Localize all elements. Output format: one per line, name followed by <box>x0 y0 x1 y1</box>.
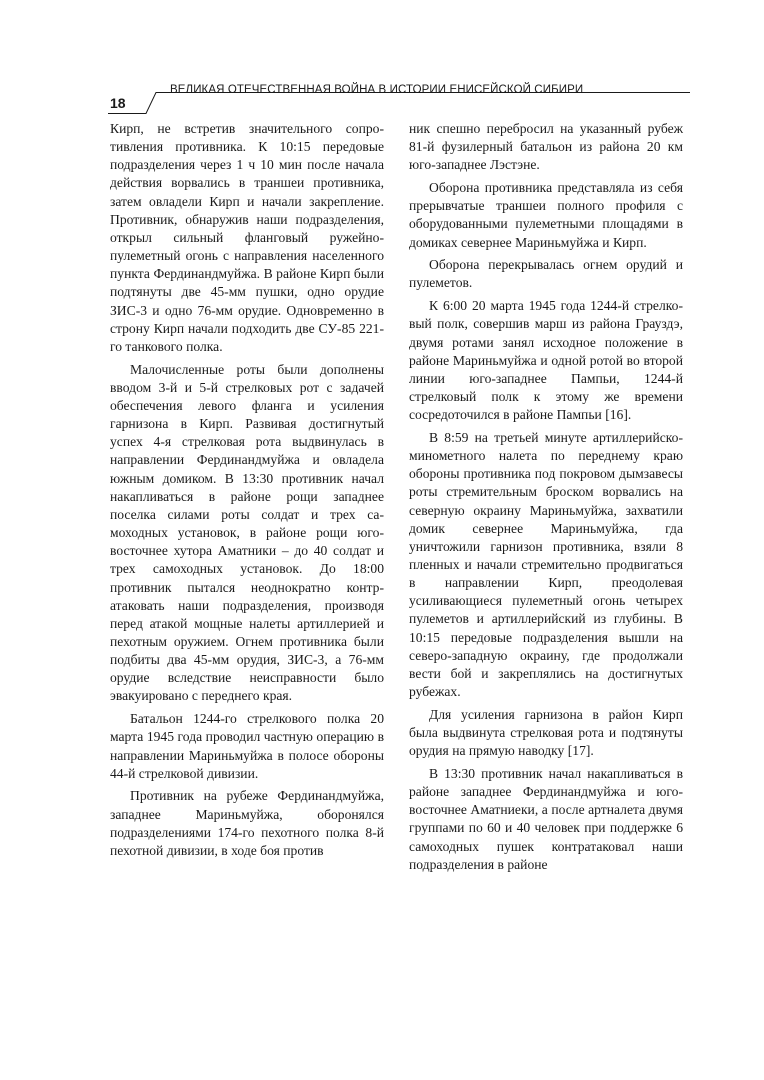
paragraph: Оборона перекрывалась огнем орудий и пулеметов. <box>409 257 683 291</box>
right-column <box>409 120 683 874</box>
paragraph: В 8:59 на третьей минуте артиллерийско-минометного налета по переднему краю обороны противника под покровом дымзавесы роты стремительным броском ворвались на северную окраину Мариньмуйжа, захватили домик севернее Мариньмуйжа, гда уничтожили гарнизон противника, взяли 8 пленных и начали стремительно продвигаться в направлении Кирп, преодолевая усиливающиеся пулеметный огонь четырех пулеметов и артиллерийский из глубины. В 10:15 передовые подразделения вышли на северо-западную окраину, где продолжали вести бой и закреплялись на достигнутых рубежах. <box>409 429 683 700</box>
paragraph: В 13:30 противник начал накапливаться в районе западнее Фердинандмуйжа и юго-восточнее Аматниеки, а после артналета двумя группами по 60 и 40 человек при поддержке 6 самоходных пушек контратаковал наши подразделения в районе <box>409 765 683 872</box>
paragraph: Малочисленные роты были дополнены вводом 3-й и 5-й стрелковых рот с задачей обеспечения левого фланга и усиления гарнизона в Кирп. Развивая достигнутый успех 4-я стрелковая рота выдвинулась в направлении Фердинандмуйжа и овладела южным домиком. В 13:30 противник начал накапливаться в районе рощи западнее поселка силами роты солдат и трех самоходных установок, в районе рощи юго-восточнее хутора Аматники – до 40 солдат и трех самоходных установок. До 18:00 противник пытался неоднократно контратаковать наши подразделения, производя перед атакой мощные налеты артиллерией и пехотным оружием. Огнем противника были подбиты два 45-мм орудия, ЗИС-3, а 76-мм орудие вследствие неисправности было эвакуировано с переднего края. <box>110 361 384 704</box>
paragraph: Противник на рубеже Фердинандмуйжа, западнее Мариньмуйжа, оборонялся подразделениями 174-го пехотного полка 8-й пехотной дивизии, в ходе боя против <box>110 788 384 858</box>
running-title: ВЕЛИКАЯ ОТЕЧЕСТВЕННАЯ ВОЙНА В ИСТОРИИ ЕНИСЕЙСКОЙ СИБИРИ <box>170 84 584 96</box>
page-number: 18 <box>110 95 126 111</box>
paragraph: ник спешно перебросил на указанный рубеж 81-й фузилерный батальон из района 20 км юго-западнее Лэстэне. <box>409 121 683 173</box>
paragraph: Для усиления гарнизона в район Кирп была выдвинута стрелковая рота и подтянуты орудия на прямую наводку [17]. <box>409 706 683 759</box>
left-column <box>110 120 384 860</box>
paragraph: Оборона противника представляла из себя прерывчатые траншеи полного профиля с оборудованными пулеметными площадями в домиках севернее Мариньмуйжа и Кирп. <box>409 180 683 250</box>
paragraph: Батальон 1244-го стрелкового полка 20 марта 1945 года проводил частную операцию в направлении Мариньмуйжа в полосе обороны 44-й стрелковой дивизии. <box>110 711 384 781</box>
paragraph: К 6:00 20 марта 1945 года 1244-й стрелковый полк, совершив марш из района Грауздэ, двумя ротами занял исходное положение в районе Мариньмуйжа и одной ротой во второй линии юго-западнее Пампьи, 1244-й стрелковый полк к этому же времени сосредоточился в районе Пампьи [16]. <box>409 298 683 423</box>
paragraph: Кирп, не встретив значительного сопротивления противника. К 10:15 передовые подразделения через 1 ч 10 мин после начала действия ворвались в траншеи противника, затем овладели Кирп и начали закрепление. Противник, обнаружив наши подразделения, открыл сильный фланговый ружейно-пулеметный огонь с направления населенного пункта Фердинандмуйжа. В районе Кирп были подтянуты две 45-мм пушки, одно орудие ЗИС-3 и одно 76-мм орудие. Одновременно в строну Кирп начали подходить две СУ-85 221-го танкового полка. <box>110 121 384 354</box>
